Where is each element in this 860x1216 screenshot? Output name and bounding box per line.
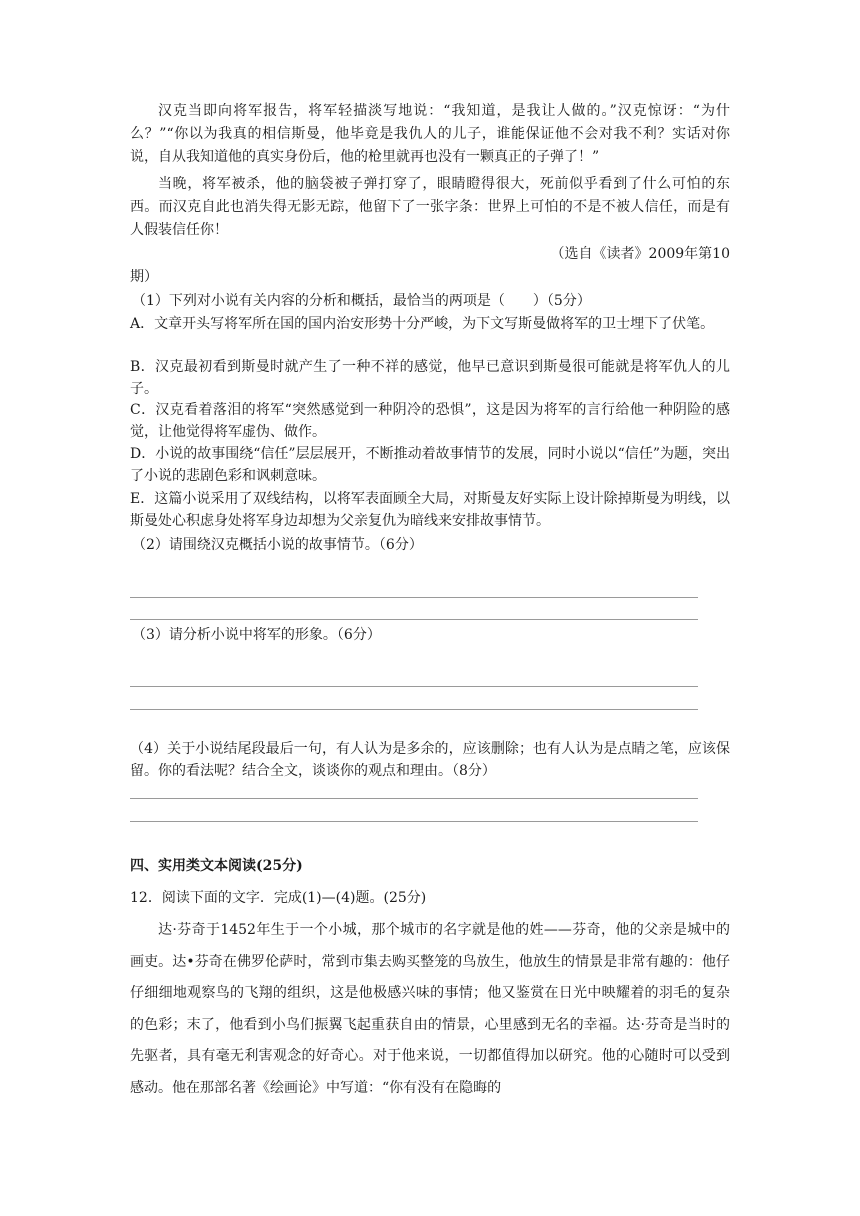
answer-line[interactable] <box>130 821 698 822</box>
answer-line[interactable] <box>130 686 698 687</box>
story-paragraph-2: 当晚，将军被杀，他的脑袋被子弹打穿了，眼睛瞪得很大，死前似乎看到了什么可怕的东西。而汉克自此也消失得无影无踪，他留下了一张字条：世界上可怕的不是不被人信任，而是有人假装信任你！ <box>130 176 730 238</box>
source-citation-line-2: 期） <box>130 269 158 285</box>
option-a: A．文章开头写将军所在国的国内治安形势十分严峻，为下文写斯曼做将军的卫士埋下了伏笔。 <box>130 316 715 332</box>
question-2: （2）请围绕汉克概括小说的故事情节。（6分） <box>132 537 423 553</box>
option-c: C．汉克看着落泪的将军“突然感觉到一种阴冷的恐惧”，这是因为将军的言行给他一种阴险的感觉，让他觉得将军虚伪、做作。 <box>130 402 730 440</box>
story-paragraph-1: 汉克当即向将军报告，将军轻描淡写地说：“我知道，是我让人做的。”汉克惊讶：“为什么？”“你以为我真的相信斯曼，他毕竟是我仇人的儿子，谁能保证他不会对我不利？实话对你说，自从我知道他的真实身份后，他的枪里就再也没有一颗真正的子弹了！” <box>130 103 730 165</box>
question-1: （1）下列对小说有关内容的分析和概括，最恰当的两项是（ ）（5分） <box>132 293 591 309</box>
option-d: D．小说的故事围绕“信任”层层展开，不断推动着故事情节的发展，同时小说以“信任”为题，突出了小说的悲剧色彩和讽刺意味。 <box>130 446 730 484</box>
article-paragraph: 达·芬奇于1452年生于一个小城，那个城市的名字就是他的姓——芬奇，他的父亲是城中的画吏。达•芬奇在佛罗伦萨时，常到市集去购买整笼的鸟放生，他放生的情景是非常有趣的：他仔仔细细地观察鸟的飞翔的组织，这是他极感兴味的事情；他又鉴赏在日光中映耀着的羽毛的复杂的色彩；末了，他看到小鸟们振翼飞起重获自由的情景，心里感到无名的幸福。达·芬奇是当时的先驱者，具有毫无利害观念的好奇心。对于他来说，一切都值得加以研究。他的心随时可以受到感动。他在那部名著《绘画论》中写道：“你有没有在隐晦的 <box>130 922 730 1096</box>
option-b: B．汉克最初看到斯曼时就产生了一种不祥的感觉，他早已意识到斯曼很可能就是将军仇人的儿子。 <box>130 359 730 397</box>
question-3: （3）请分析小说中将军的形象。（6分） <box>132 627 381 643</box>
question-12: 12．阅读下面的文字．完成(1)—(4)题。(25分) <box>130 890 427 906</box>
source-citation-line-1: （选自《读者》2009年第10 <box>550 246 730 262</box>
answer-line[interactable] <box>130 619 698 620</box>
answer-line[interactable] <box>130 709 698 710</box>
source-citation <box>130 243 730 289</box>
answer-line[interactable] <box>130 597 698 598</box>
answer-line[interactable] <box>130 798 698 799</box>
question-4: （4）关于小说结尾段最后一句，有人认为是多余的，应该删除；也有人认为是点睛之笔，应该保留。你的看法呢？结合全文，谈谈你的观点和理由。（8分） <box>130 741 730 779</box>
option-e: E．这篇小说采用了双线结构，以将军表面顾全大局，对斯曼友好实际上设计除掉斯曼为明线，以斯曼处心积虑身处将军身边却想为父亲复仇为暗线来安排故事情节。 <box>130 491 730 529</box>
section-heading: 四、实用类文本阅读(25分) <box>130 858 303 874</box>
